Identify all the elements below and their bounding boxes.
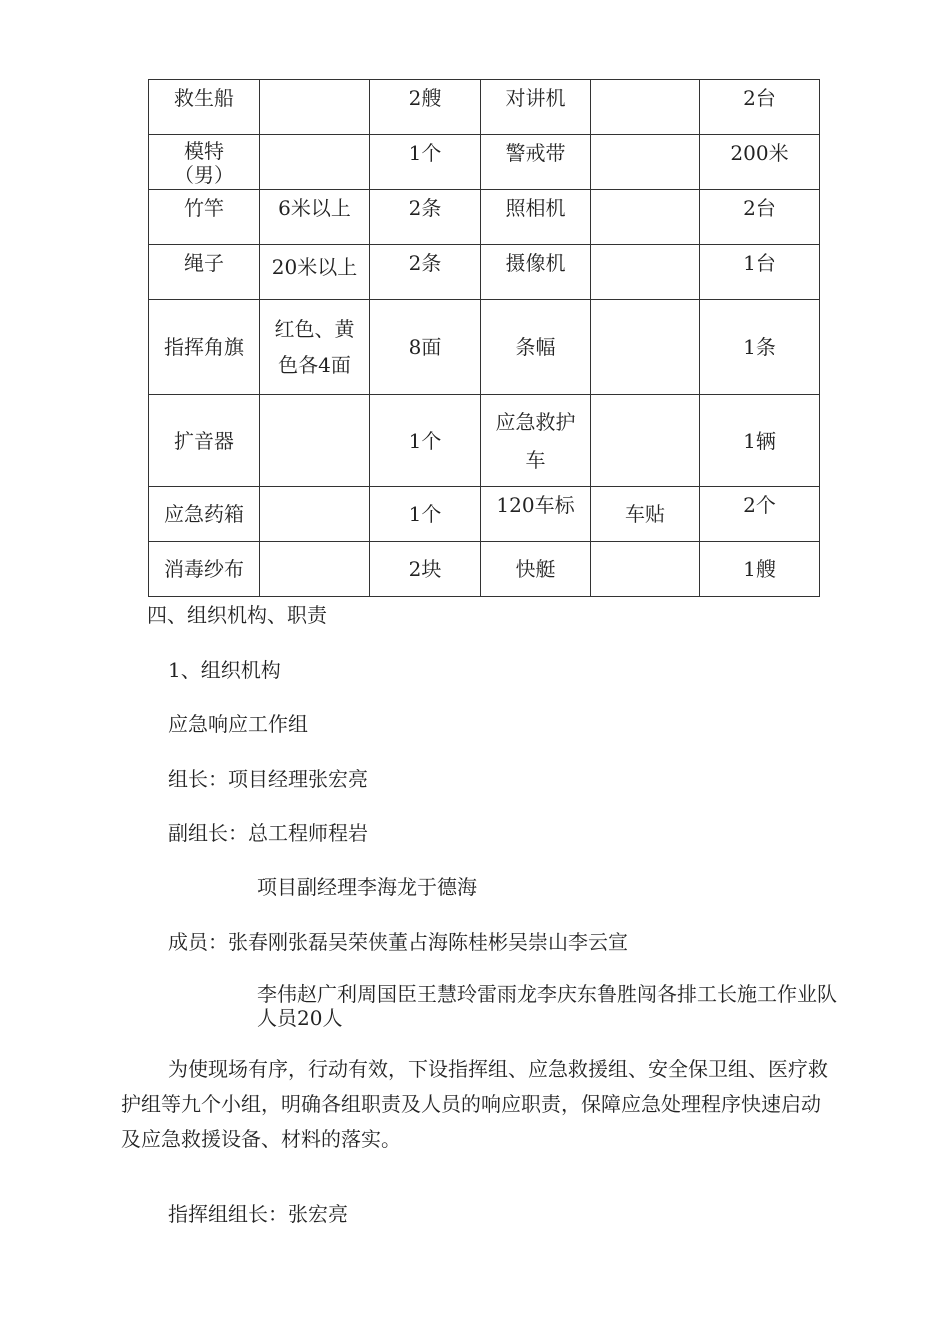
table-cell: 2个 bbox=[700, 487, 820, 542]
table-cell: 2条 bbox=[370, 245, 481, 300]
table-cell: 条幅 bbox=[481, 300, 591, 395]
members-line: 成员：张春刚张磊吴荣侠董占海陈桂彬吴崇山李云宣 bbox=[168, 930, 628, 954]
table-cell bbox=[260, 542, 370, 597]
table-cell: 指挥角旗 bbox=[149, 300, 260, 395]
table-cell: 扩音器 bbox=[149, 395, 260, 487]
table-cell bbox=[260, 487, 370, 542]
table-row bbox=[149, 542, 820, 597]
table-row bbox=[149, 135, 820, 190]
table-cell: 8面 bbox=[370, 300, 481, 395]
table-cell: 120车标 bbox=[481, 487, 591, 542]
table-cell: 2台 bbox=[700, 80, 820, 135]
description-paragraph: 为使现场有序，行动有效，下设指挥组、应急救援组、安全保卫组、医疗救护组等九个小组，明确各组职责及人员的响应职责，保障应急处理程序快速启动及应急救援设备、材料的落实。 bbox=[121, 1057, 828, 1151]
table-cell: 照相机 bbox=[481, 190, 591, 245]
table-cell: 竹竿 bbox=[149, 190, 260, 245]
table-cell: 应急药箱 bbox=[149, 487, 260, 542]
table-cell: 2条 bbox=[370, 190, 481, 245]
cell-text: 应急救护车 bbox=[495, 409, 576, 472]
table-cell: 1艘 bbox=[700, 542, 820, 597]
table-cell bbox=[591, 80, 700, 135]
deputy-cont-line: 项目副经理李海龙于德海 bbox=[257, 875, 477, 899]
table-cell bbox=[591, 190, 700, 245]
table-cell: 1个 bbox=[370, 395, 481, 487]
table-cell: 1个 bbox=[370, 487, 481, 542]
table-cell: 2块 bbox=[370, 542, 481, 597]
deputy-line: 副组长：总工程师程岩 bbox=[168, 821, 368, 845]
table-cell: 1辆 bbox=[700, 395, 820, 487]
table-row bbox=[149, 80, 820, 135]
table-cell: 1个 bbox=[370, 135, 481, 190]
table-cell: 2艘 bbox=[370, 80, 481, 135]
table-cell bbox=[260, 80, 370, 135]
table-cell: 车贴 bbox=[591, 487, 700, 542]
table-cell: 救生船 bbox=[149, 80, 260, 135]
table-cell: 快艇 bbox=[481, 542, 591, 597]
table-row bbox=[149, 245, 820, 300]
leader-line: 组长：项目经理张宏亮 bbox=[168, 767, 368, 791]
table-cell: 摄像机 bbox=[481, 245, 591, 300]
cell-text: 红色、黄色各4面 bbox=[274, 317, 355, 377]
table-cell: 1台 bbox=[700, 245, 820, 300]
sub-heading: 1、组织机构 bbox=[168, 658, 281, 682]
table-cell bbox=[260, 135, 370, 190]
equipment-table bbox=[148, 79, 820, 597]
table-cell: 警戒带 bbox=[481, 135, 591, 190]
command-leader-line: 指挥组组长：张宏亮 bbox=[168, 1202, 348, 1226]
table-cell bbox=[591, 245, 700, 300]
table-cell: 1条 bbox=[700, 300, 820, 395]
cell-text: 模特（男） bbox=[174, 139, 234, 187]
table-cell bbox=[260, 395, 370, 487]
table-cell: 对讲机 bbox=[481, 80, 591, 135]
members-cont-line: 李伟赵广利周国臣王慧玲雷雨龙李庆东鲁胜闯各排工长施工作业队人员20人 bbox=[257, 982, 837, 1030]
table-cell bbox=[591, 135, 700, 190]
table-cell: 200米 bbox=[700, 135, 820, 190]
table-row bbox=[149, 190, 820, 245]
table-cell: 绳子 bbox=[149, 245, 260, 300]
section-heading: 四、组织机构、职责 bbox=[147, 603, 327, 627]
group-name: 应急响应工作组 bbox=[168, 712, 308, 736]
table-cell: 6米以上 bbox=[260, 190, 370, 245]
table-cell: 2台 bbox=[700, 190, 820, 245]
table-cell bbox=[260, 300, 370, 395]
table-cell bbox=[149, 135, 260, 190]
table-cell: 消毒纱布 bbox=[149, 542, 260, 597]
table-cell bbox=[481, 395, 591, 487]
table-row bbox=[149, 487, 820, 542]
table-row bbox=[149, 395, 820, 487]
table-row bbox=[149, 300, 820, 395]
table-cell: 20米以上 bbox=[260, 245, 370, 300]
table-cell bbox=[591, 300, 700, 395]
table-cell bbox=[591, 542, 700, 597]
table-cell bbox=[591, 395, 700, 487]
